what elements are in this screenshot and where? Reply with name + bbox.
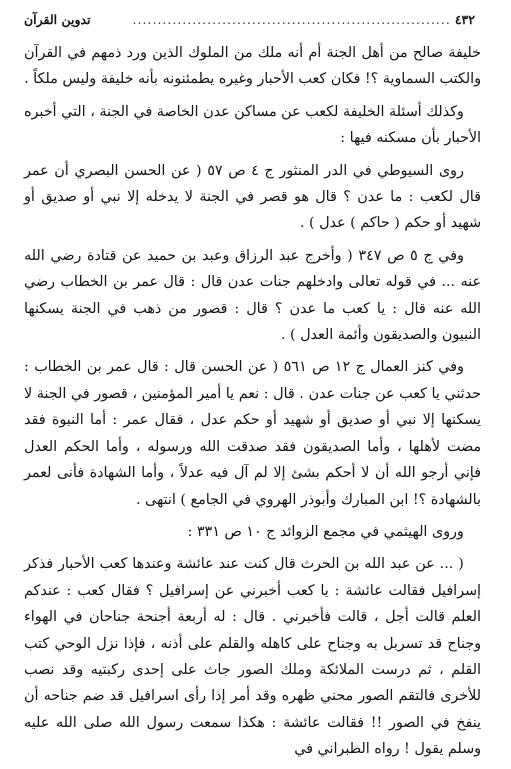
book-title: تدوين القرآن — [24, 12, 91, 27]
paragraph-caliph-continuation: خليفة صالح من أهل الجنة أم أنه ملك من الملوك الذين ورد ذمهم في القرآن والكتب السماوية ؟! فكان كعب الأحبار وغيره يطمئنونه بأنه خليفة وليس ملكاً . — [24, 45, 481, 88]
header-dot-leader: ................................................................ — [132, 12, 451, 27]
paragraph-israfil-narration: ( ... عن عبد الله بن الحرث قال كنت عند عائشة وعندها كعب الأحبار فذكر إسرافيل فقالت عائشة : يا كعب أخبرني عن إسرافيل ؟ فقال كعب : عندكم العلم قالت أجل ، قالت فأخبرني . قال : له أربعة أجنحة جناحان في الهواء وجناح قد تسربل به وجناح على كاهله والقلم على أذنه ، فإذا نزل الوحي كتب القلم ، ثم درست الملائكة وملك الصور جاث على إحدى ركبتيه وقد نصب للأخرى فالتقم الصور محني ظهره وقد أمر إذا رأى اسرافيل قد ضم جناحه أن ينفخ في الصور !! فقالت عائشة : هكذا سمعت رسول الله صلى الله عليه وسلم يقول ! رواه الطبراني في — [24, 556, 481, 758]
paragraph-kanz-quote: وفي كنز العمال ج ١٢ ص ٥٦١ ( عن الحسن قال : قال عمر بن الخطاب : حدثني يا كعب عن جنات عدن . قال : نعم يا أمير المؤمنين ، قصور في الجنة لا يسكنها إلا نبي أو صديق أو شهيد أو حكم عدل ، فقال عمر : أما النبوة فقد مضت لأهلها ، وأما الصديقون فقد صدقت الله ورسوله ، وأما الحكم العدل فإني أرجو الله أن لا أحكم بشئ إلا لم آل فيه عدلاً ، وأما الشهادة فأنى لعمر بالشهادة ؟! ابن المبارك وأبوذر الهروي في الجامع ) انتهى . — [24, 359, 481, 508]
running-header — [24, 11, 475, 29]
paragraph-haythami-intro: وروى الهيثمي في مجمع الزوائد ج ١٠ ص ٣٣١ : — [187, 523, 464, 540]
paragraph-adn-questions: وكذلك أسئلة الخليفة لكعب عن مساكن عدن الخاصة في الجنة ، التي أخبره الأحبار بأن مسكنه فيها : — [24, 103, 481, 147]
paragraph-suyuti-quote: روى السيوطي في الدر المنثور ج ٤ ص ٥٧ ( عن الحسن البصري أن عمر قال لكعب : ما عدن ؟ قال هو قصر في الجنة لا يدخله إلا نبي أو صديق أو شهيد أو حكم ( حاكم ) عدل ) . — [24, 162, 481, 232]
page-number: ٤٣٢ — [454, 12, 475, 27]
page-body — [24, 40, 481, 769]
paragraph-abdulrazzaq-quote: وفي ج ٥ ص ٣٤٧ ( وأخرج عبد الرزاق وعبد بن حميد عن قتادة رضي الله عنه ... في قوله تعالى وادخلهم جنات عدن قال : قال عمر بن الخطاب رضي الله عنه قال : يا كعب ما عدن ؟ قال : قصور من ذهب في الجنة يسكنها النبيون والصديقون وأئمة العدل ) . — [24, 247, 481, 344]
